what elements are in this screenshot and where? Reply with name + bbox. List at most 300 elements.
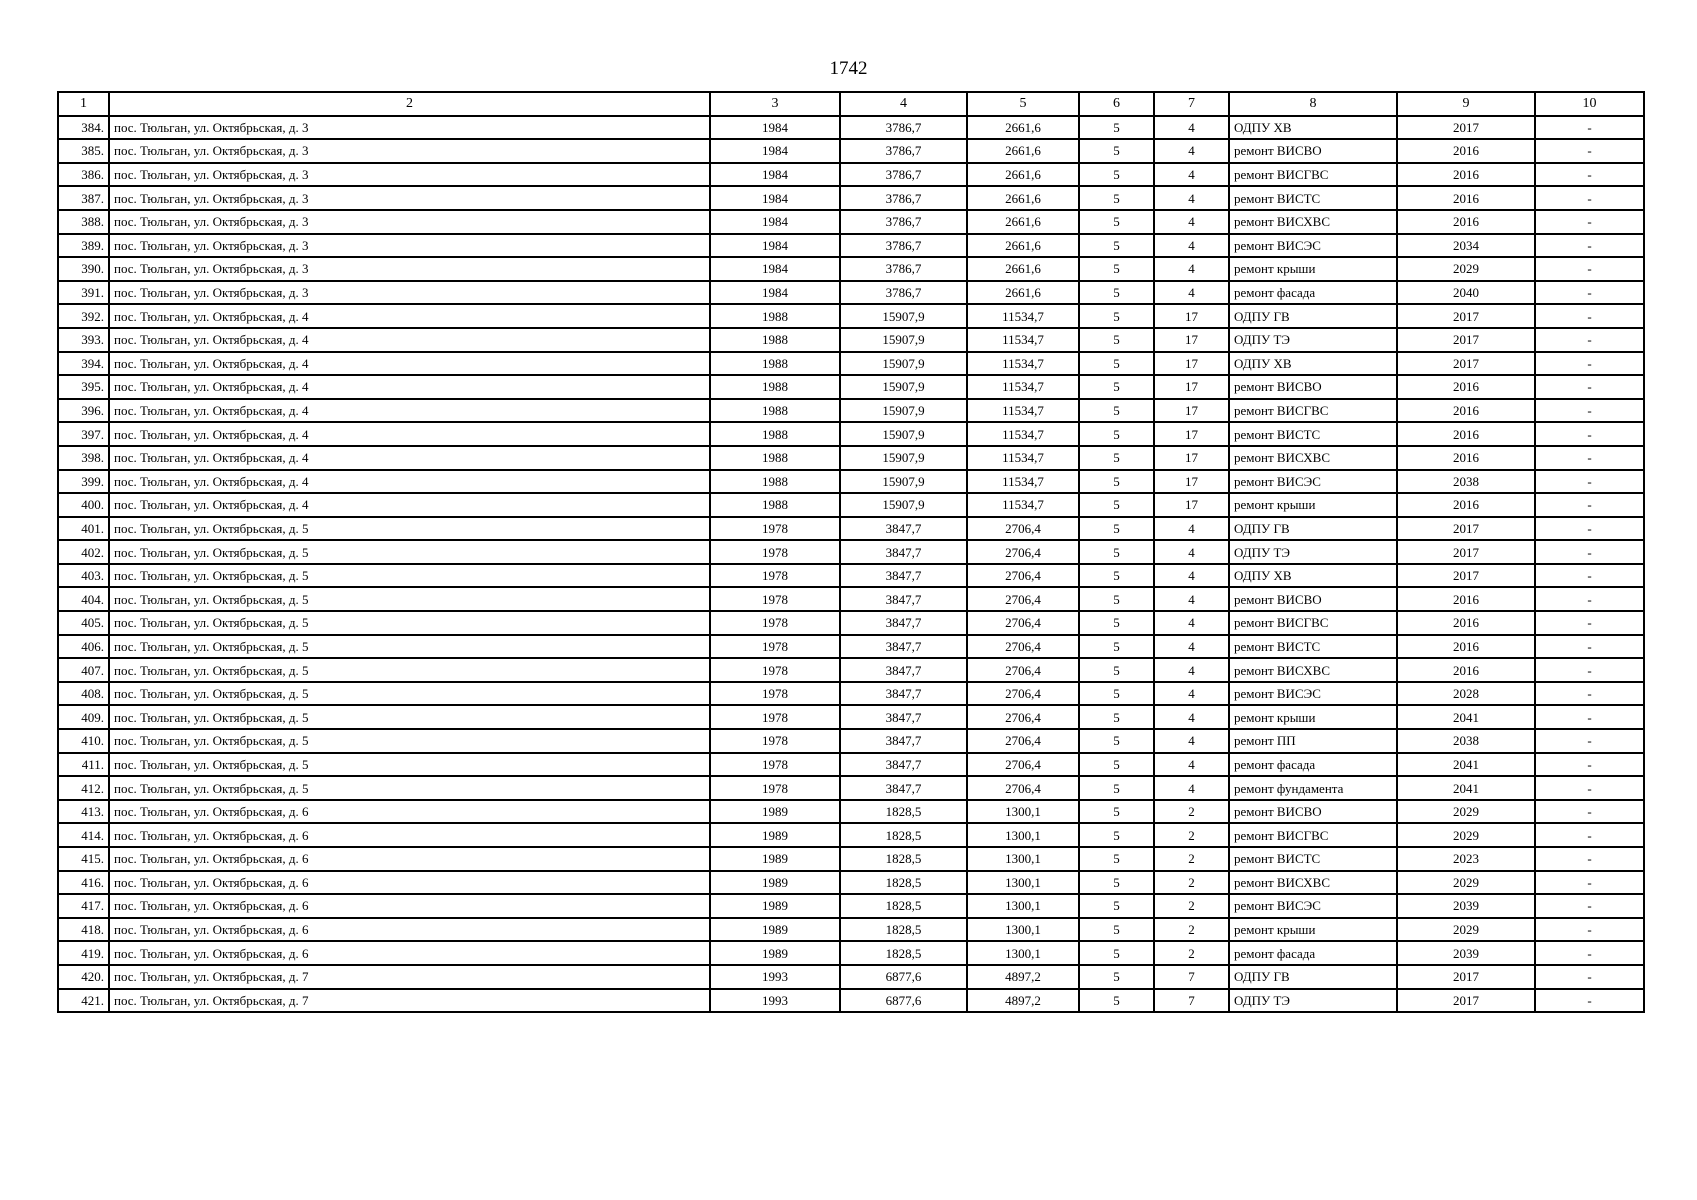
table-row bbox=[58, 965, 1644, 989]
column-header: 5 bbox=[967, 92, 1079, 116]
year-cell: 1984 bbox=[710, 257, 840, 281]
total-area-cell: 3786,7 bbox=[840, 257, 967, 281]
note-cell: - bbox=[1535, 234, 1644, 258]
floors-cell: 5 bbox=[1079, 800, 1154, 824]
total-area-cell: 15907,9 bbox=[840, 399, 967, 423]
work-type-cell: ремонт ВИСГВС bbox=[1229, 399, 1397, 423]
row-number-cell: 409. bbox=[58, 705, 109, 729]
table-row bbox=[58, 658, 1644, 682]
year-cell: 1988 bbox=[710, 493, 840, 517]
table-row bbox=[58, 399, 1644, 423]
year-cell: 1978 bbox=[710, 540, 840, 564]
entrances-cell: 2 bbox=[1154, 894, 1229, 918]
table-row bbox=[58, 234, 1644, 258]
year-cell: 1984 bbox=[710, 210, 840, 234]
address-cell: пос. Тюльган, ул. Октябрьская, д. 4 bbox=[109, 399, 710, 423]
entrances-cell: 4 bbox=[1154, 257, 1229, 281]
total-area-cell: 6877,6 bbox=[840, 965, 967, 989]
note-cell: - bbox=[1535, 399, 1644, 423]
work-type-cell: ремонт ВИСГВС bbox=[1229, 611, 1397, 635]
year-cell: 1988 bbox=[710, 470, 840, 494]
address-cell: пос. Тюльган, ул. Октябрьская, д. 5 bbox=[109, 682, 710, 706]
floors-cell: 5 bbox=[1079, 705, 1154, 729]
row-number-cell: 398. bbox=[58, 446, 109, 470]
total-area-cell: 3786,7 bbox=[840, 234, 967, 258]
entrances-cell: 2 bbox=[1154, 871, 1229, 895]
table-row bbox=[58, 470, 1644, 494]
note-cell: - bbox=[1535, 658, 1644, 682]
entrances-cell: 17 bbox=[1154, 375, 1229, 399]
year-cell: 1989 bbox=[710, 918, 840, 942]
note-cell: - bbox=[1535, 493, 1644, 517]
living-area-cell: 2706,4 bbox=[967, 635, 1079, 659]
living-area-cell: 1300,1 bbox=[967, 847, 1079, 871]
note-cell: - bbox=[1535, 847, 1644, 871]
year-cell: 1978 bbox=[710, 564, 840, 588]
table-row bbox=[58, 776, 1644, 800]
address-cell: пос. Тюльган, ул. Октябрьская, д. 3 bbox=[109, 210, 710, 234]
floors-cell: 5 bbox=[1079, 257, 1154, 281]
address-cell: пос. Тюльган, ул. Октябрьская, д. 5 bbox=[109, 564, 710, 588]
table-row bbox=[58, 989, 1644, 1013]
floors-cell: 5 bbox=[1079, 847, 1154, 871]
work-type-cell: ремонт ВИСТС bbox=[1229, 847, 1397, 871]
table-row bbox=[58, 918, 1644, 942]
year-cell: 1984 bbox=[710, 139, 840, 163]
entrances-cell: 4 bbox=[1154, 186, 1229, 210]
note-cell: - bbox=[1535, 705, 1644, 729]
planned-year-cell: 2016 bbox=[1397, 493, 1535, 517]
living-area-cell: 2706,4 bbox=[967, 540, 1079, 564]
table-row bbox=[58, 281, 1644, 305]
total-area-cell: 1828,5 bbox=[840, 847, 967, 871]
planned-year-cell: 2016 bbox=[1397, 611, 1535, 635]
floors-cell: 5 bbox=[1079, 470, 1154, 494]
floors-cell: 5 bbox=[1079, 635, 1154, 659]
row-number-cell: 387. bbox=[58, 186, 109, 210]
floors-cell: 5 bbox=[1079, 587, 1154, 611]
table-row bbox=[58, 729, 1644, 753]
total-area-cell: 1828,5 bbox=[840, 871, 967, 895]
address-cell: пос. Тюльган, ул. Октябрьская, д. 5 bbox=[109, 705, 710, 729]
row-number-cell: 420. bbox=[58, 965, 109, 989]
address-cell: пос. Тюльган, ул. Октябрьская, д. 4 bbox=[109, 352, 710, 376]
entrances-cell: 2 bbox=[1154, 941, 1229, 965]
row-number-cell: 393. bbox=[58, 328, 109, 352]
total-area-cell: 15907,9 bbox=[840, 328, 967, 352]
address-cell: пос. Тюльган, ул. Октябрьская, д. 3 bbox=[109, 163, 710, 187]
living-area-cell: 11534,7 bbox=[967, 399, 1079, 423]
year-cell: 1978 bbox=[710, 682, 840, 706]
table-row bbox=[58, 517, 1644, 541]
work-type-cell: ремонт фасада bbox=[1229, 941, 1397, 965]
living-area-cell: 2706,4 bbox=[967, 776, 1079, 800]
floors-cell: 5 bbox=[1079, 352, 1154, 376]
table-row bbox=[58, 847, 1644, 871]
year-cell: 1988 bbox=[710, 446, 840, 470]
row-number-cell: 403. bbox=[58, 564, 109, 588]
column-header: 9 bbox=[1397, 92, 1535, 116]
planned-year-cell: 2038 bbox=[1397, 470, 1535, 494]
total-area-cell: 3786,7 bbox=[840, 139, 967, 163]
table-row bbox=[58, 611, 1644, 635]
table-row bbox=[58, 139, 1644, 163]
living-area-cell: 11534,7 bbox=[967, 352, 1079, 376]
work-type-cell: ремонт ВИСЭС bbox=[1229, 470, 1397, 494]
work-type-cell: ОДПУ ТЭ bbox=[1229, 540, 1397, 564]
table-row bbox=[58, 186, 1644, 210]
work-type-cell: ремонт ВИСТС bbox=[1229, 422, 1397, 446]
address-cell: пос. Тюльган, ул. Октябрьская, д. 5 bbox=[109, 658, 710, 682]
total-area-cell: 3786,7 bbox=[840, 116, 967, 140]
row-number-cell: 399. bbox=[58, 470, 109, 494]
planned-year-cell: 2029 bbox=[1397, 800, 1535, 824]
work-type-cell: ремонт фасада bbox=[1229, 281, 1397, 305]
floors-cell: 5 bbox=[1079, 493, 1154, 517]
address-cell: пос. Тюльган, ул. Октябрьская, д. 4 bbox=[109, 493, 710, 517]
floors-cell: 5 bbox=[1079, 776, 1154, 800]
living-area-cell: 2706,4 bbox=[967, 682, 1079, 706]
note-cell: - bbox=[1535, 635, 1644, 659]
floors-cell: 5 bbox=[1079, 375, 1154, 399]
planned-year-cell: 2029 bbox=[1397, 918, 1535, 942]
living-area-cell: 2706,4 bbox=[967, 729, 1079, 753]
row-number-cell: 397. bbox=[58, 422, 109, 446]
floors-cell: 5 bbox=[1079, 989, 1154, 1013]
table-row bbox=[58, 823, 1644, 847]
year-cell: 1978 bbox=[710, 729, 840, 753]
row-number-cell: 414. bbox=[58, 823, 109, 847]
planned-year-cell: 2029 bbox=[1397, 871, 1535, 895]
floors-cell: 5 bbox=[1079, 446, 1154, 470]
planned-year-cell: 2041 bbox=[1397, 753, 1535, 777]
floors-cell: 5 bbox=[1079, 234, 1154, 258]
address-cell: пос. Тюльган, ул. Октябрьская, д. 3 bbox=[109, 186, 710, 210]
living-area-cell: 2661,6 bbox=[967, 234, 1079, 258]
entrances-cell: 4 bbox=[1154, 564, 1229, 588]
total-area-cell: 15907,9 bbox=[840, 493, 967, 517]
row-number-cell: 411. bbox=[58, 753, 109, 777]
planned-year-cell: 2041 bbox=[1397, 776, 1535, 800]
total-area-cell: 3847,7 bbox=[840, 540, 967, 564]
note-cell: - bbox=[1535, 823, 1644, 847]
work-type-cell: ОДПУ ГВ bbox=[1229, 304, 1397, 328]
table-row bbox=[58, 422, 1644, 446]
row-number-cell: 416. bbox=[58, 871, 109, 895]
living-area-cell: 1300,1 bbox=[967, 918, 1079, 942]
table-row bbox=[58, 705, 1644, 729]
work-type-cell: ремонт ПП bbox=[1229, 729, 1397, 753]
address-cell: пос. Тюльган, ул. Октябрьская, д. 5 bbox=[109, 729, 710, 753]
row-number-cell: 384. bbox=[58, 116, 109, 140]
year-cell: 1978 bbox=[710, 587, 840, 611]
floors-cell: 5 bbox=[1079, 281, 1154, 305]
year-cell: 1984 bbox=[710, 186, 840, 210]
work-type-cell: ОДПУ ГВ bbox=[1229, 965, 1397, 989]
entrances-cell: 4 bbox=[1154, 776, 1229, 800]
note-cell: - bbox=[1535, 587, 1644, 611]
note-cell: - bbox=[1535, 446, 1644, 470]
note-cell: - bbox=[1535, 517, 1644, 541]
table-row bbox=[58, 894, 1644, 918]
living-area-cell: 2706,4 bbox=[967, 517, 1079, 541]
column-header: 10 bbox=[1535, 92, 1644, 116]
living-area-cell: 2661,6 bbox=[967, 163, 1079, 187]
planned-year-cell: 2023 bbox=[1397, 847, 1535, 871]
row-number-cell: 413. bbox=[58, 800, 109, 824]
living-area-cell: 11534,7 bbox=[967, 328, 1079, 352]
planned-year-cell: 2028 bbox=[1397, 682, 1535, 706]
year-cell: 1988 bbox=[710, 304, 840, 328]
row-number-cell: 390. bbox=[58, 257, 109, 281]
total-area-cell: 3847,7 bbox=[840, 658, 967, 682]
entrances-cell: 17 bbox=[1154, 446, 1229, 470]
total-area-cell: 3847,7 bbox=[840, 517, 967, 541]
column-header: 7 bbox=[1154, 92, 1229, 116]
note-cell: - bbox=[1535, 941, 1644, 965]
total-area-cell: 1828,5 bbox=[840, 894, 967, 918]
entrances-cell: 4 bbox=[1154, 611, 1229, 635]
planned-year-cell: 2017 bbox=[1397, 540, 1535, 564]
entrances-cell: 17 bbox=[1154, 470, 1229, 494]
floors-cell: 5 bbox=[1079, 823, 1154, 847]
year-cell: 1989 bbox=[710, 941, 840, 965]
note-cell: - bbox=[1535, 328, 1644, 352]
row-number-cell: 421. bbox=[58, 989, 109, 1013]
total-area-cell: 15907,9 bbox=[840, 470, 967, 494]
address-cell: пос. Тюльган, ул. Октябрьская, д. 3 bbox=[109, 139, 710, 163]
planned-year-cell: 2017 bbox=[1397, 328, 1535, 352]
table-row bbox=[58, 116, 1644, 140]
living-area-cell: 11534,7 bbox=[967, 446, 1079, 470]
address-cell: пос. Тюльган, ул. Октябрьская, д. 5 bbox=[109, 587, 710, 611]
work-type-cell: ремонт ВИСХВС bbox=[1229, 446, 1397, 470]
note-cell: - bbox=[1535, 257, 1644, 281]
year-cell: 1989 bbox=[710, 847, 840, 871]
year-cell: 1984 bbox=[710, 116, 840, 140]
work-type-cell: ОДПУ ГВ bbox=[1229, 517, 1397, 541]
floors-cell: 5 bbox=[1079, 186, 1154, 210]
note-cell: - bbox=[1535, 611, 1644, 635]
planned-year-cell: 2041 bbox=[1397, 705, 1535, 729]
year-cell: 1978 bbox=[710, 635, 840, 659]
planned-year-cell: 2039 bbox=[1397, 894, 1535, 918]
floors-cell: 5 bbox=[1079, 871, 1154, 895]
living-area-cell: 4897,2 bbox=[967, 989, 1079, 1013]
note-cell: - bbox=[1535, 116, 1644, 140]
row-number-cell: 406. bbox=[58, 635, 109, 659]
work-type-cell: ОДПУ ХВ bbox=[1229, 116, 1397, 140]
row-number-cell: 417. bbox=[58, 894, 109, 918]
work-type-cell: ОДПУ ХВ bbox=[1229, 352, 1397, 376]
table-row bbox=[58, 328, 1644, 352]
planned-year-cell: 2029 bbox=[1397, 823, 1535, 847]
work-type-cell: ОДПУ ХВ bbox=[1229, 564, 1397, 588]
planned-year-cell: 2034 bbox=[1397, 234, 1535, 258]
year-cell: 1984 bbox=[710, 163, 840, 187]
total-area-cell: 1828,5 bbox=[840, 918, 967, 942]
planned-year-cell: 2040 bbox=[1397, 281, 1535, 305]
planned-year-cell: 2017 bbox=[1397, 517, 1535, 541]
note-cell: - bbox=[1535, 800, 1644, 824]
living-area-cell: 2706,4 bbox=[967, 587, 1079, 611]
living-area-cell: 2706,4 bbox=[967, 658, 1079, 682]
address-cell: пос. Тюльган, ул. Октябрьская, д. 6 bbox=[109, 871, 710, 895]
total-area-cell: 3847,7 bbox=[840, 635, 967, 659]
table-body bbox=[58, 116, 1644, 1013]
work-type-cell: ремонт крыши bbox=[1229, 493, 1397, 517]
floors-cell: 5 bbox=[1079, 729, 1154, 753]
living-area-cell: 2661,6 bbox=[967, 281, 1079, 305]
address-cell: пос. Тюльган, ул. Октябрьская, д. 5 bbox=[109, 753, 710, 777]
work-type-cell: ремонт фундамента bbox=[1229, 776, 1397, 800]
address-cell: пос. Тюльган, ул. Октябрьская, д. 3 bbox=[109, 116, 710, 140]
year-cell: 1978 bbox=[710, 611, 840, 635]
year-cell: 1993 bbox=[710, 989, 840, 1013]
planned-year-cell: 2017 bbox=[1397, 304, 1535, 328]
work-type-cell: ремонт ВИСВО bbox=[1229, 139, 1397, 163]
row-number-cell: 405. bbox=[58, 611, 109, 635]
entrances-cell: 4 bbox=[1154, 635, 1229, 659]
entrances-cell: 7 bbox=[1154, 965, 1229, 989]
living-area-cell: 11534,7 bbox=[967, 375, 1079, 399]
row-number-cell: 394. bbox=[58, 352, 109, 376]
floors-cell: 5 bbox=[1079, 965, 1154, 989]
entrances-cell: 4 bbox=[1154, 540, 1229, 564]
address-cell: пос. Тюльган, ул. Октябрьская, д. 3 bbox=[109, 234, 710, 258]
work-type-cell: ремонт ВИСХВС bbox=[1229, 658, 1397, 682]
entrances-cell: 17 bbox=[1154, 422, 1229, 446]
planned-year-cell: 2016 bbox=[1397, 186, 1535, 210]
address-cell: пос. Тюльган, ул. Октябрьская, д. 3 bbox=[109, 281, 710, 305]
floors-cell: 5 bbox=[1079, 540, 1154, 564]
entrances-cell: 17 bbox=[1154, 399, 1229, 423]
floors-cell: 5 bbox=[1079, 163, 1154, 187]
table-row bbox=[58, 352, 1644, 376]
column-header: 6 bbox=[1079, 92, 1154, 116]
entrances-cell: 2 bbox=[1154, 800, 1229, 824]
row-number-cell: 395. bbox=[58, 375, 109, 399]
floors-cell: 5 bbox=[1079, 304, 1154, 328]
row-number-cell: 386. bbox=[58, 163, 109, 187]
row-number-cell: 385. bbox=[58, 139, 109, 163]
year-cell: 1978 bbox=[710, 658, 840, 682]
address-cell: пос. Тюльган, ул. Октябрьская, д. 3 bbox=[109, 257, 710, 281]
note-cell: - bbox=[1535, 776, 1644, 800]
note-cell: - bbox=[1535, 871, 1644, 895]
housing-register-table bbox=[57, 91, 1645, 1013]
entrances-cell: 4 bbox=[1154, 517, 1229, 541]
work-type-cell: ремонт ВИСГВС bbox=[1229, 823, 1397, 847]
planned-year-cell: 2017 bbox=[1397, 564, 1535, 588]
living-area-cell: 2661,6 bbox=[967, 116, 1079, 140]
work-type-cell: ремонт крыши bbox=[1229, 257, 1397, 281]
planned-year-cell: 2016 bbox=[1397, 658, 1535, 682]
note-cell: - bbox=[1535, 965, 1644, 989]
table-row bbox=[58, 257, 1644, 281]
planned-year-cell: 2016 bbox=[1397, 446, 1535, 470]
planned-year-cell: 2017 bbox=[1397, 965, 1535, 989]
note-cell: - bbox=[1535, 304, 1644, 328]
total-area-cell: 3847,7 bbox=[840, 682, 967, 706]
column-header: 3 bbox=[710, 92, 840, 116]
row-number-cell: 392. bbox=[58, 304, 109, 328]
total-area-cell: 3786,7 bbox=[840, 163, 967, 187]
living-area-cell: 2661,6 bbox=[967, 186, 1079, 210]
work-type-cell: ОДПУ ТЭ bbox=[1229, 328, 1397, 352]
column-header: 2 bbox=[109, 92, 710, 116]
planned-year-cell: 2039 bbox=[1397, 941, 1535, 965]
planned-year-cell: 2016 bbox=[1397, 635, 1535, 659]
work-type-cell: ремонт ВИСТС bbox=[1229, 635, 1397, 659]
floors-cell: 5 bbox=[1079, 753, 1154, 777]
row-number-cell: 401. bbox=[58, 517, 109, 541]
year-cell: 1989 bbox=[710, 871, 840, 895]
year-cell: 1988 bbox=[710, 422, 840, 446]
row-number-cell: 389. bbox=[58, 234, 109, 258]
address-cell: пос. Тюльган, ул. Октябрьская, д. 4 bbox=[109, 328, 710, 352]
planned-year-cell: 2016 bbox=[1397, 210, 1535, 234]
entrances-cell: 2 bbox=[1154, 847, 1229, 871]
floors-cell: 5 bbox=[1079, 210, 1154, 234]
living-area-cell: 11534,7 bbox=[967, 304, 1079, 328]
note-cell: - bbox=[1535, 918, 1644, 942]
year-cell: 1989 bbox=[710, 823, 840, 847]
year-cell: 1978 bbox=[710, 517, 840, 541]
year-cell: 1988 bbox=[710, 399, 840, 423]
entrances-cell: 4 bbox=[1154, 587, 1229, 611]
entrances-cell: 4 bbox=[1154, 139, 1229, 163]
table-row bbox=[58, 871, 1644, 895]
table-row bbox=[58, 304, 1644, 328]
table-row bbox=[58, 564, 1644, 588]
note-cell: - bbox=[1535, 682, 1644, 706]
address-cell: пос. Тюльган, ул. Октябрьская, д. 7 bbox=[109, 965, 710, 989]
work-type-cell: ремонт ВИСХВС bbox=[1229, 871, 1397, 895]
table-row bbox=[58, 493, 1644, 517]
year-cell: 1989 bbox=[710, 894, 840, 918]
table-row bbox=[58, 375, 1644, 399]
note-cell: - bbox=[1535, 753, 1644, 777]
address-cell: пос. Тюльган, ул. Октябрьская, д. 6 bbox=[109, 918, 710, 942]
floors-cell: 5 bbox=[1079, 941, 1154, 965]
note-cell: - bbox=[1535, 210, 1644, 234]
total-area-cell: 15907,9 bbox=[840, 352, 967, 376]
note-cell: - bbox=[1535, 470, 1644, 494]
entrances-cell: 4 bbox=[1154, 729, 1229, 753]
living-area-cell: 2706,4 bbox=[967, 611, 1079, 635]
work-type-cell: ремонт ВИСЭС bbox=[1229, 234, 1397, 258]
year-cell: 1988 bbox=[710, 328, 840, 352]
work-type-cell: ОДПУ ТЭ bbox=[1229, 989, 1397, 1013]
column-header: 1 bbox=[58, 92, 109, 116]
work-type-cell: ремонт фасада bbox=[1229, 753, 1397, 777]
planned-year-cell: 2017 bbox=[1397, 989, 1535, 1013]
row-number-cell: 402. bbox=[58, 540, 109, 564]
address-cell: пос. Тюльган, ул. Октябрьская, д. 5 bbox=[109, 517, 710, 541]
table-row bbox=[58, 587, 1644, 611]
table-row bbox=[58, 635, 1644, 659]
planned-year-cell: 2016 bbox=[1397, 139, 1535, 163]
entrances-cell: 17 bbox=[1154, 328, 1229, 352]
planned-year-cell: 2016 bbox=[1397, 587, 1535, 611]
address-cell: пос. Тюльган, ул. Октябрьская, д. 5 bbox=[109, 776, 710, 800]
year-cell: 1993 bbox=[710, 965, 840, 989]
address-cell: пос. Тюльган, ул. Октябрьская, д. 6 bbox=[109, 941, 710, 965]
living-area-cell: 1300,1 bbox=[967, 894, 1079, 918]
living-area-cell: 1300,1 bbox=[967, 941, 1079, 965]
table-row bbox=[58, 753, 1644, 777]
